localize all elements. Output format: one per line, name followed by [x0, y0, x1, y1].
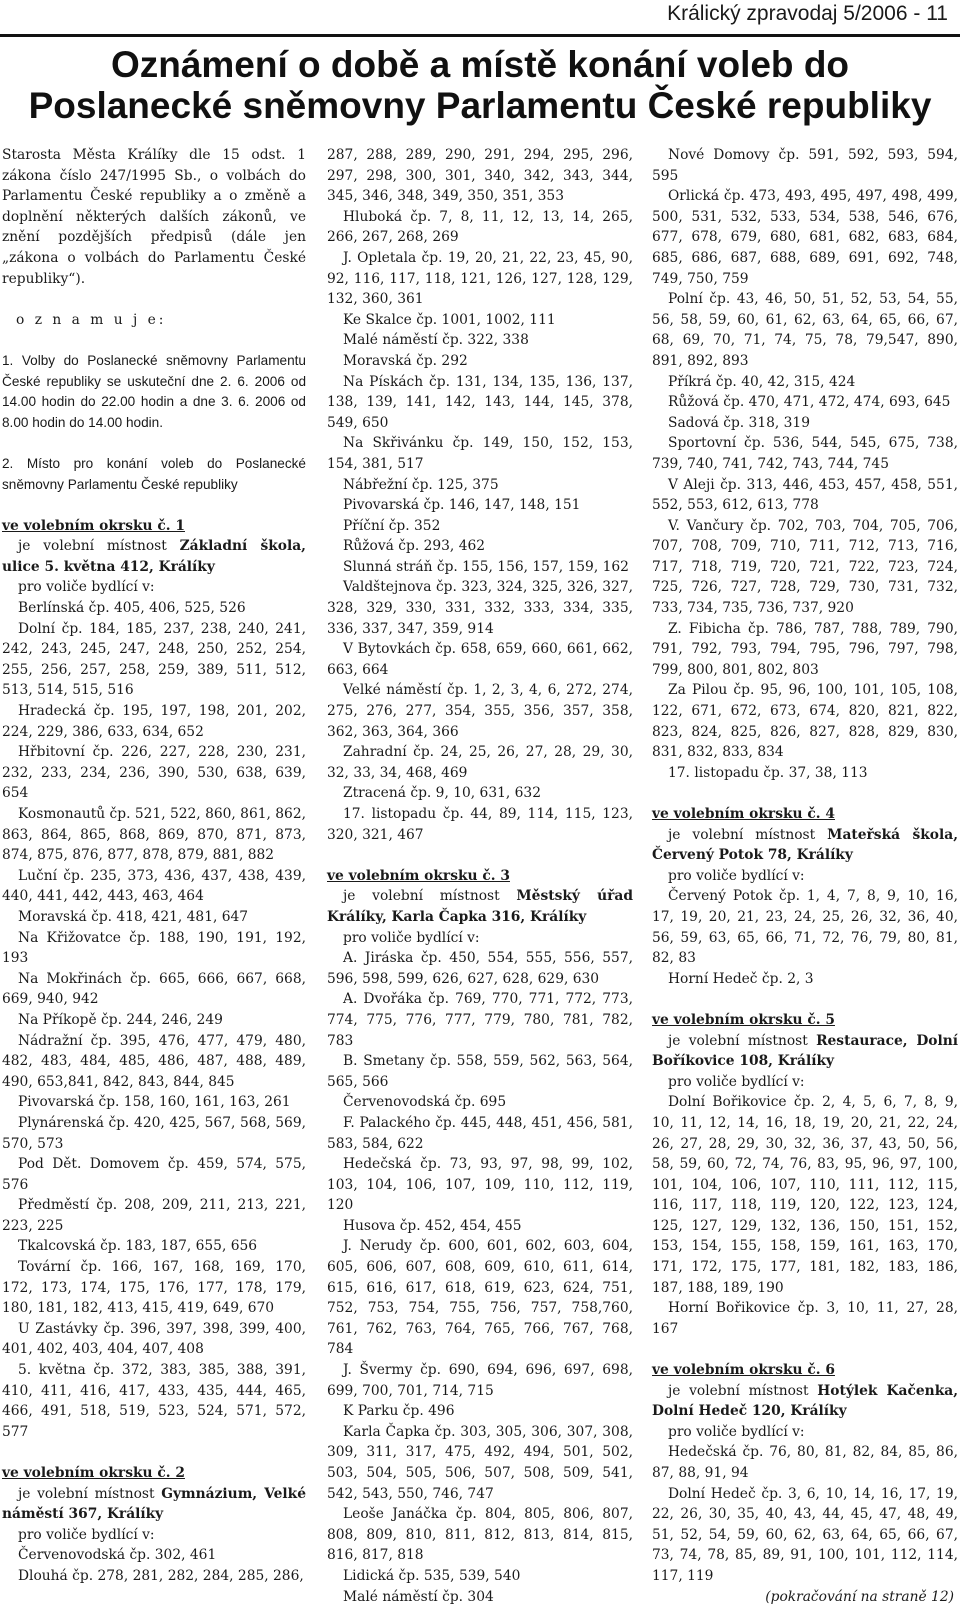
page-header: Králický zpravodaj 5/2006 - 11	[667, 2, 948, 25]
street-entry: 287, 288, 289, 290, 291, 294, 295, 296, 297, 298, 300, 301, 340, 342, 343, 344, 345, 346, 348, 349, 350, 351, 353	[327, 147, 633, 205]
street-entry: Malé náměstí čp. 304	[343, 1588, 494, 1605]
street-entry: A. Jiráska čp. 450, 554, 555, 556, 557, 596, 598, 599, 626, 627, 628, 629, 630	[327, 950, 633, 987]
polling-venue	[652, 825, 958, 866]
paragraph-gap	[2, 330, 306, 351]
venue-name: Gymnázium, Velké náměstí 367, Králíky	[2, 1485, 306, 1523]
district-heading: ve volebním okrsku č. 4	[652, 806, 835, 822]
street-entry: K Parku čp. 496	[343, 1403, 455, 1420]
district-heading: ve volebním okrsku č. 3	[327, 867, 510, 884]
paragraph-gap	[652, 783, 958, 804]
column-1	[2, 145, 306, 1587]
headline-line-1: Oznámení o době a místě konání voleb do	[110, 44, 850, 85]
street-entry: A. Dvořáka čp. 769, 770, 771, 772, 773, 774, 775, 776, 777, 779, 780, 781, 782, 783	[327, 991, 633, 1049]
street-entry: Valdštejnova čp. 323, 324, 325, 326, 327, 328, 329, 330, 331, 332, 333, 334, 335, 336, 337, 347, 359, 914	[327, 579, 633, 637]
street-entry: Tovární čp. 166, 167, 168, 169, 170, 172, 173, 174, 175, 176, 177, 178, 179, 180, 181, 182, 413, 415, 419, 649, 670	[2, 1259, 306, 1317]
paragraph-gap	[327, 845, 633, 866]
street-entry: Na Skřivánku čp. 149, 150, 152, 153, 154, 381, 517	[327, 435, 633, 472]
street-entry: Sportovní čp. 536, 544, 545, 675, 738, 739, 740, 741, 742, 743, 744, 745	[652, 435, 958, 472]
street-entry: Slunná stráň čp. 155, 156, 157, 159, 162	[343, 558, 629, 575]
street-entry: Na Mokřinách čp. 665, 666, 667, 668, 669, 940, 942	[2, 970, 306, 1008]
district-heading: ve volebním okrsku č. 6	[652, 1362, 835, 1379]
street-entry: Nádražní čp. 395, 476, 477, 479, 480, 482, 483, 484, 485, 486, 487, 488, 489, 490, 653,841, 842, 843, 844, 845	[2, 1032, 306, 1090]
street-entry: Zahradní čp. 24, 25, 26, 27, 28, 29, 30, 32, 33, 34, 468, 469	[327, 744, 633, 781]
street-entry: Pivovarská čp. 146, 147, 148, 151	[343, 497, 581, 514]
street-entry: Tkalcovská čp. 183, 187, 655, 656	[18, 1238, 258, 1255]
street-entry: Hedečská čp. 73, 93, 97, 98, 99, 102, 103, 104, 106, 107, 109, 110, 112, 119, 120	[327, 1156, 633, 1214]
street-entry: Pod Dět. Domovem čp. 459, 574, 575, 576	[2, 1156, 306, 1193]
street-entry: Dolní čp. 184, 185, 237, 238, 240, 241, 242, 243, 245, 247, 248, 250, 252, 254, 255, 256, 257, 258, 259, 389, 511, 512, 513, 514, 515, 516	[2, 620, 306, 699]
street-entry: V. Vančury čp. 702, 703, 704, 705, 706, 707, 708, 709, 710, 711, 712, 713, 716, 717, 718, 719, 720, 721, 722, 723, 724, 725, 726, 727, 728, 729, 730, 731, 732, 733, 734, 735, 736, 737, 920	[652, 517, 958, 617]
street-entry: J. Nerudy čp. 600, 601, 602, 603, 604, 605, 606, 607, 608, 609, 610, 611, 614, 615, 616, 617, 618, 619, 623, 624, 751, 752, 753, 754, 755, 756, 757, 758,760, 761, 762, 763, 764, 765, 766, 767, 768, 784	[327, 1238, 633, 1358]
announcement-label: o z n a m u j e:	[16, 311, 167, 328]
street-entry: Hradecká čp. 195, 197, 198, 201, 202, 224, 229, 386, 633, 634, 652	[2, 703, 306, 740]
street-entry: Polní čp. 43, 46, 50, 51, 52, 53, 54, 55, 56, 58, 59, 60, 61, 62, 63, 64, 65, 66, 67, 68, 69, 70, 71, 74, 75, 78, 79,547, 890, 891, 892, 893	[652, 291, 958, 369]
list-item: pro voliče bydlící v:	[343, 929, 480, 946]
header-rule	[0, 34, 960, 37]
list-item: Horní Hedeč čp. 2, 3	[668, 970, 814, 987]
polling-venue	[652, 1381, 958, 1422]
street-entry: Leoše Janáčka čp. 804, 805, 806, 807, 808, 809, 810, 811, 812, 813, 814, 815, 816, 817, 818	[327, 1506, 633, 1564]
street-entry: Plynárenská čp. 420, 425, 567, 568, 569, 570, 573	[2, 1114, 306, 1152]
street-entry: V Aleji čp. 313, 446, 453, 457, 458, 551, 552, 553, 612, 613, 778	[652, 476, 958, 514]
street-entry: Horní Bořikovice čp. 3, 10, 11, 27, 28, 167	[652, 1300, 958, 1337]
paragraph-gap	[2, 495, 306, 516]
venue-prefix: je volební místnost	[18, 1485, 162, 1502]
street-entry: Lidická čp. 535, 539, 540	[343, 1567, 521, 1584]
venue-prefix: je volební místnost	[668, 826, 828, 843]
street-entry: Pivovarská čp. 158, 160, 161, 163, 261	[18, 1094, 291, 1111]
notice-paragraph: 2. Místo pro konání voleb do Poslanecké sněmovny Parlamentu České republiky	[2, 455, 306, 492]
street-entry: Luční čp. 235, 373, 436, 437, 438, 439, 440, 441, 442, 443, 463, 464	[2, 867, 306, 905]
street-entry: Orlická čp. 473, 493, 495, 497, 498, 499, 500, 531, 532, 533, 534, 538, 546, 676, 677, 678, 679, 680, 681, 682, 683, 684, 685, 686, 687, 688, 689, 691, 692, 748, 749, 750, 759	[652, 188, 958, 287]
intro-paragraph: Starosta Města Králíky dle 15 odst. 1 zákona číslo 247/1995 Sb., o volbách do Parlamentu České republiky a o změně a doplnění některých dalších zákonů, ve znění pozdějších předpisů (dále jen „zákona o volbách do Parlamentu České republiky“).	[2, 147, 306, 287]
venue-prefix: je volební místnost	[343, 888, 517, 905]
street-entry: Ztracená čp. 9, 10, 631, 632	[343, 785, 541, 802]
street-entry: 5. května čp. 372, 383, 385, 388, 391, 410, 411, 416, 417, 433, 435, 444, 465, 466, 491, 518, 519, 523, 524, 571, 572, 577	[2, 1362, 306, 1440]
street-entry: Na Křižovatce čp. 188, 190, 191, 192, 193	[2, 929, 306, 967]
street-entry: Hedečská čp. 76, 80, 81, 82, 84, 85, 86, 87, 88, 91, 94	[652, 1444, 958, 1481]
venue-name: Mateřská škola, Červený Potok 78, Králíky	[652, 826, 958, 864]
street-entry: Červený Potok čp. 1, 4, 7, 8, 9, 10, 16, 17, 19, 20, 21, 23, 24, 25, 26, 32, 36, 40, 56, 59, 63, 65, 66, 71, 72, 76, 79, 80, 81, 82, 83	[652, 888, 958, 967]
polling-venue	[652, 1031, 958, 1072]
list-item: pro voliče bydlící v:	[18, 1526, 155, 1543]
district-heading: ve volebním okrsku č. 2	[2, 1465, 185, 1481]
street-entry: Ke Skalce čp. 1001, 1002, 111	[343, 311, 556, 328]
street-entry: J. Švermy čp. 690, 694, 696, 697, 698, 699, 700, 701, 714, 715	[327, 1362, 633, 1399]
street-entry: Karla Čapka čp. 303, 305, 306, 307, 308, 309, 311, 317, 475, 492, 494, 501, 502, 503, 504, 505, 506, 507, 508, 509, 541, 542, 543, 550, 746, 747	[327, 1423, 633, 1502]
street-entry: Hřbitovní čp. 226, 227, 228, 230, 231, 232, 233, 234, 236, 390, 530, 638, 639, 654	[2, 744, 306, 802]
venue-name: Městský úřad Králíky, Karla Čapka 316, Králíky	[327, 888, 633, 925]
street-entry: F. Palackého čp. 445, 448, 451, 456, 581, 583, 584, 622	[327, 1114, 633, 1152]
street-entry: Příkrá čp. 40, 42, 315, 424	[668, 373, 856, 390]
list-item: pro voliče bydlící v:	[668, 867, 805, 884]
list-item: Červenovodská čp. 302, 461	[18, 1547, 217, 1564]
column-3	[652, 145, 958, 1607]
paragraph-gap	[2, 1442, 306, 1463]
street-entry: Za Pilou čp. 95, 96, 100, 101, 105, 108, 122, 671, 672, 673, 674, 820, 821, 822, 823, 824, 825, 826, 827, 828, 829, 830, 831, 832, 833, 834	[652, 682, 958, 761]
street-entry: Velké náměstí čp. 1, 2, 3, 4, 6, 272, 274, 275, 276, 277, 354, 355, 356, 357, 358, 362, 363, 364, 366	[327, 682, 633, 740]
venue-prefix: je volební místnost	[668, 1032, 817, 1049]
notice-paragraph: 1. Volby do Poslanecké sněmovny Parlamentu České republiky se uskuteční dne 2. 6. 2006 od 14.00 hodin do 22.00 hodin a dne 3. 6. 2006 od 8.00 hodin do 14.00 hodin.	[2, 352, 306, 430]
street-entry: Moravská čp. 418, 421, 481, 647	[18, 908, 249, 925]
venue-prefix: je volební místnost	[668, 1382, 818, 1399]
paragraph-gap	[652, 1339, 958, 1360]
paragraph-gap	[2, 289, 306, 310]
column-2	[327, 145, 633, 1607]
list-item: Berlínská čp. 405, 406, 525, 526	[18, 600, 246, 617]
venue-name: Hotýlek Kačenka, Dolní Hedeč 120, Králíky	[652, 1382, 958, 1420]
venue-name: Restaurace, Dolní Boříkovice 108, Králíky	[652, 1032, 958, 1070]
street-entry: Nábřežní čp. 125, 375	[343, 476, 499, 493]
street-entry: Husova čp. 452, 454, 455	[343, 1217, 522, 1234]
street-entry: Na Příkopě čp. 244, 246, 249	[18, 1011, 223, 1028]
headline-line-2: Poslanecké sněmovny Parlamentu České republiky	[28, 85, 932, 126]
venue-prefix: je volební místnost	[18, 538, 180, 555]
paragraph-gap	[2, 433, 306, 454]
street-entry: Červenovodská čp. 695	[343, 1094, 507, 1111]
street-entry: Hluboká čp. 7, 8, 11, 12, 13, 14, 265, 266, 267, 268, 269	[327, 208, 633, 246]
street-entry: Dolní Hedeč čp. 3, 6, 10, 14, 16, 17, 19, 22, 26, 30, 35, 40, 43, 44, 45, 47, 48, 49, 51, 52, 54, 59, 60, 62, 63, 64, 65, 66, 67, 73, 74, 78, 85, 89, 91, 100, 101, 112, 114, 117, 119	[652, 1485, 958, 1584]
street-entry: B. Smetany čp. 558, 559, 562, 563, 564, 565, 566	[327, 1053, 633, 1090]
list-item: pro voliče bydlící v:	[668, 1073, 805, 1090]
street-entry: Příční čp. 352	[343, 517, 441, 534]
street-entry: Malé náměstí čp. 322, 338	[343, 332, 529, 349]
polling-venue	[327, 886, 633, 927]
street-entry: Kosmonautů čp. 521, 522, 860, 861, 862, 863, 864, 865, 868, 869, 870, 871, 873, 874, 875, 876, 877, 878, 879, 881, 882	[2, 806, 306, 864]
street-entry: Moravská čp. 292	[343, 352, 468, 369]
list-item: pro voliče bydlící v:	[18, 579, 155, 596]
venue-name: Základní škola, ulice 5. května 412, Králíky	[2, 538, 306, 575]
street-entry: Dolní Bořikovice čp. 2, 4, 5, 6, 7, 8, 9, 10, 11, 12, 14, 16, 18, 19, 20, 21, 22, 24, 26, 27, 28, 29, 30, 32, 36, 37, 43, 50, 56, 58, 59, 60, 72, 74, 76, 83, 95, 96, 97, 100, 101, 104, 106, 107, 110, 111, 112, 115, 116, 117, 118, 119, 120, 122, 123, 124, 125, 127, 129, 132, 136, 150, 151, 152, 153, 154, 155, 158, 159, 161, 163, 170, 171, 172, 175, 177, 181, 182, 183, 186, 187, 188, 189, 190	[652, 1094, 958, 1296]
street-entry: Na Pískách čp. 131, 134, 135, 136, 137, 138, 139, 141, 142, 143, 144, 145, 378, 549, 650	[327, 373, 633, 431]
polling-venue	[2, 1484, 306, 1525]
street-entry: U Zastávky čp. 396, 397, 398, 399, 400, 401, 402, 403, 404, 407, 408	[2, 1320, 306, 1358]
polling-venue	[2, 536, 306, 577]
street-entry: Z. Fibicha čp. 786, 787, 788, 789, 790, 791, 792, 793, 794, 795, 796, 797, 798, 799, 800, 801, 802, 803	[652, 620, 958, 678]
continuation-note: (pokračování na straně 12)	[765, 1588, 954, 1605]
district-heading: ve volebním okrsku č. 5	[652, 1011, 835, 1028]
street-entry: V Bytovkách čp. 658, 659, 660, 661, 662, 663, 664	[327, 641, 633, 678]
street-entry: Předměstí čp. 208, 209, 211, 213, 221, 223, 225	[2, 1197, 306, 1234]
headline	[0, 44, 960, 126]
street-entry: J. Opletala čp. 19, 20, 21, 22, 23, 45, 90, 92, 116, 117, 118, 121, 126, 127, 128, 129, 132, 360, 361	[327, 249, 633, 308]
street-entry: Sadová čp. 318, 319	[668, 414, 810, 431]
street-entry: Dlouhá čp. 278, 281, 282, 284, 285, 286,	[18, 1567, 304, 1584]
street-entry: Růžová čp. 293, 462	[343, 538, 486, 555]
street-entry: 17. listopadu čp. 44, 89, 114, 115, 123, 320, 321, 467	[327, 806, 633, 843]
street-entry: Nové Domovy čp. 591, 592, 593, 594, 595	[652, 147, 958, 184]
paragraph-gap	[652, 989, 958, 1010]
street-entry: Růžová čp. 470, 471, 472, 474, 693, 645	[668, 394, 951, 411]
list-item: pro voliče bydlící v:	[668, 1423, 805, 1440]
district-heading: ve volebním okrsku č. 1	[2, 517, 185, 534]
list-item: 17. listopadu čp. 37, 38, 113	[668, 764, 868, 781]
